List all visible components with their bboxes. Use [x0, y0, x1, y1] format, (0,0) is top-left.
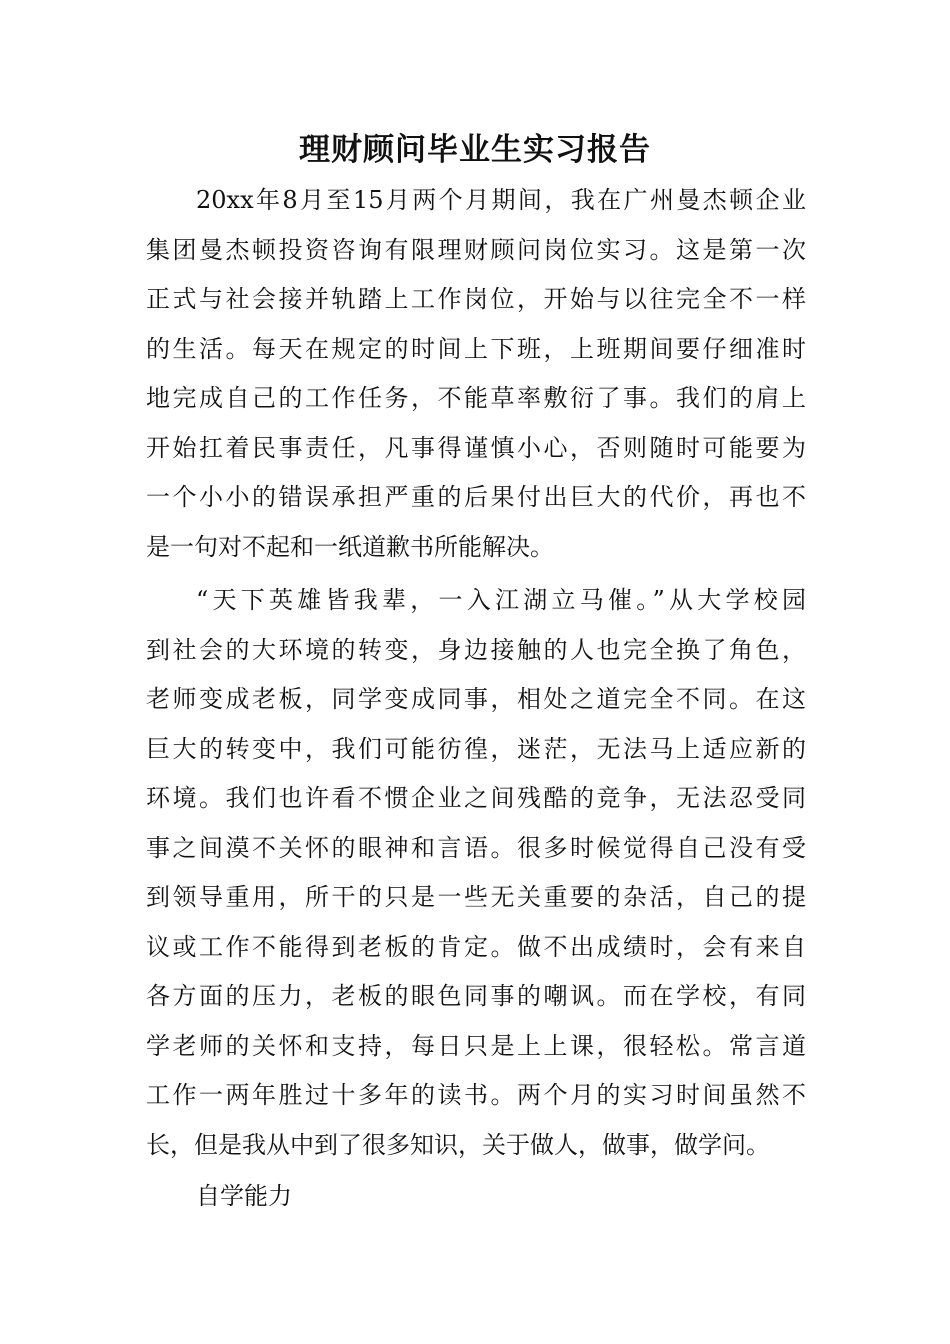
- paragraph-line: 事之间漠不关怀的眼神和言语。很多时候觉得自己没有受: [146, 833, 806, 862]
- paragraph-line: 巨大的转变中，我们可能彷徨，迷茫，无法马上适应新的: [146, 734, 806, 763]
- paragraph-line: 老师变成老板，同学变成同事，相处之道完全不同。在这: [146, 685, 806, 713]
- paragraph-line: 开始扛着民事责任，凡事得谨慎小心，否则随时可能要为: [146, 433, 806, 462]
- paragraph-line: 工作一两年胜过十多年的读书。两个月的实习时间虽然不: [146, 1081, 806, 1109]
- paragraph-line: 正式与社会接并轨踏上工作岗位，开始与以往完全不一样: [146, 285, 806, 313]
- paragraph-line: 长，但是我从中到了很多知识，关于做人，做事，做学问。: [146, 1130, 770, 1159]
- page-title: 理财顾问毕业生实习报告: [299, 132, 651, 168]
- paragraph-line: “天下英雄皆我辈，一入江湖立马催。”从大学校园: [196, 586, 806, 614]
- heading-text: 自学能力: [196, 1182, 292, 1210]
- paragraph-2: [146, 576, 806, 1170]
- paragraph-line: 一个小小的错误承担严重的后果付出巨大的代价，再也不: [146, 483, 806, 511]
- paragraph-line: 的生活。每天在规定的时间上下班，上班期间要仔细准时: [146, 334, 806, 363]
- paragraph-line: 到领导重用，所干的只是一些无关重要的杂活，自己的提: [146, 883, 806, 911]
- paragraph-line: 地完成自己的工作任务，不能草率敷衍了事。我们的肩上: [146, 384, 806, 412]
- paragraph-line: 20xx年8月至15月两个月期间，我在广州曼杰顿企业: [196, 186, 806, 214]
- paragraph-line: 各方面的压力，老板的眼色同事的嘲讽。而在学校，有同: [146, 982, 806, 1010]
- paragraph-line: 是一句对不起和一纸道歉书所能解决。: [146, 532, 554, 561]
- section-heading: [146, 1172, 806, 1222]
- paragraph-line: 到社会的大环境的转变，身边接触的人也完全换了角色，: [146, 635, 806, 664]
- paragraph-line: 议或工作不能得到老板的肯定。做不出成绩时，会有来自: [146, 932, 806, 961]
- paragraph-line: 学老师的关怀和支持，每日只是上上课，很轻松。常言道: [146, 1031, 806, 1060]
- paragraph-line: 环境。我们也许看不惯企业之间残酷的竞争，无法忍受同: [146, 784, 806, 812]
- paragraph-line: 集团曼杰顿投资咨询有限理财顾问岗位实习。这是第一次: [146, 235, 806, 264]
- paragraph-1: [146, 176, 806, 572]
